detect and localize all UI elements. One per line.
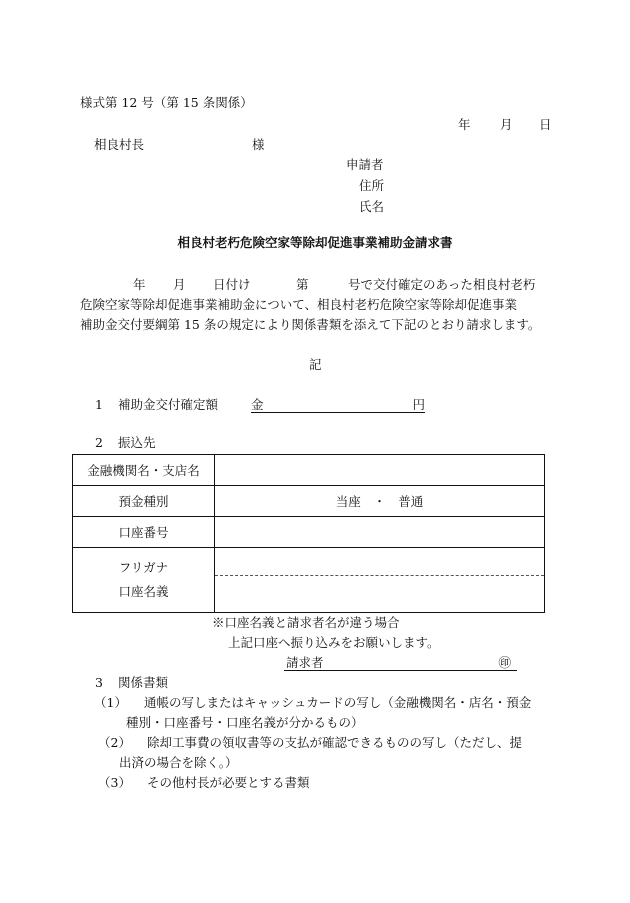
- furigana-label: フリガナ: [118, 560, 169, 576]
- form-number: 様式第 12 号（第 15 条関係）: [80, 95, 253, 110]
- item2-line2: 出済の場合を除く。）: [119, 755, 238, 770]
- addressee: 相良村長: [94, 137, 145, 152]
- item1-line2: 種別・口座番号・口座名義が分かるもの）: [126, 715, 364, 730]
- account-holder-label-cell: [73, 548, 215, 613]
- amount-suffix: 円: [412, 397, 425, 412]
- bank-name-label: 金融機関名・支店名: [73, 455, 215, 486]
- applicant-label: 申請者: [346, 157, 384, 172]
- body-line2: 危険空家等除却促進事業補助金について、相良村老朽危険空家等除却促進事業: [80, 297, 518, 312]
- table-row-bank: [73, 455, 545, 486]
- body-year: 年: [133, 277, 146, 292]
- account-holder-label: 口座名義: [118, 584, 169, 599]
- amount-field: [251, 397, 425, 413]
- date-month-label: 月: [500, 117, 513, 132]
- bank-name-cell: [215, 455, 545, 486]
- table-row-account-holder: [73, 548, 545, 613]
- item1-number: （1）: [94, 695, 127, 710]
- item2-line1: 除却工事費の領収書等の支払が確認できるものの写し（ただし、提: [147, 735, 523, 750]
- amount-prefix: 金: [251, 397, 264, 412]
- ki-heading: 記: [309, 357, 322, 372]
- claimant-signature-field: [284, 655, 517, 671]
- bank-transfer-table: [72, 454, 545, 613]
- item3-number: （3）: [98, 775, 131, 790]
- section3-number: 3: [95, 675, 103, 690]
- account-note-line2: 上記口座へ振り込みをお願いします。: [228, 635, 440, 650]
- item2-number: （2）: [98, 735, 131, 750]
- item3-line1: その他村長が必要とする書類: [147, 775, 310, 790]
- account-number-label: 口座番号: [73, 517, 215, 548]
- account-note-line1: ※口座名義と請求者名が違う場合: [212, 615, 400, 630]
- table-row-deposit-type: [73, 486, 545, 517]
- account-number-cell: [215, 517, 545, 548]
- furigana-field: [215, 548, 544, 575]
- section2-number: 2: [95, 435, 103, 450]
- body-line3: 補助金交付要綱第 15 条の規定により関係書類を添えて下記のとおり請求します。: [80, 317, 541, 332]
- addressee-suffix: 様: [252, 137, 265, 152]
- name-label: 氏名: [359, 199, 385, 214]
- date-day-label: 日: [539, 117, 552, 132]
- document-title: 相良村老朽危険空家等除却促進事業補助金請求書: [177, 235, 453, 250]
- body-line1-rest: 号で交付確定のあった相良村老朽: [348, 277, 536, 292]
- claimant-label: 請求者: [286, 655, 324, 670]
- section1-label: 補助金交付確定額: [118, 397, 219, 412]
- account-holder-cell: [215, 548, 545, 613]
- deposit-type-value: 当座 ・ 普通: [215, 486, 545, 517]
- address-label: 住所: [359, 178, 385, 193]
- deposit-type-label: 預金種別: [73, 486, 215, 517]
- date-year-label: 年: [458, 117, 471, 132]
- section1-number: 1: [95, 397, 103, 412]
- section2-label: 振込先: [118, 435, 156, 450]
- body-number-label: 第: [296, 277, 309, 292]
- table-row-account-number: [73, 517, 545, 548]
- body-month: 月: [173, 277, 186, 292]
- seal-mark: ㊞: [498, 655, 511, 670]
- item1-line1: 通帳の写しまたはキャッシュカードの写し（金融機関名・店名・預金: [144, 695, 532, 710]
- body-date: 日付け: [213, 277, 251, 292]
- section3-label: 関係書類: [118, 675, 169, 690]
- account-holder-field: [215, 575, 544, 612]
